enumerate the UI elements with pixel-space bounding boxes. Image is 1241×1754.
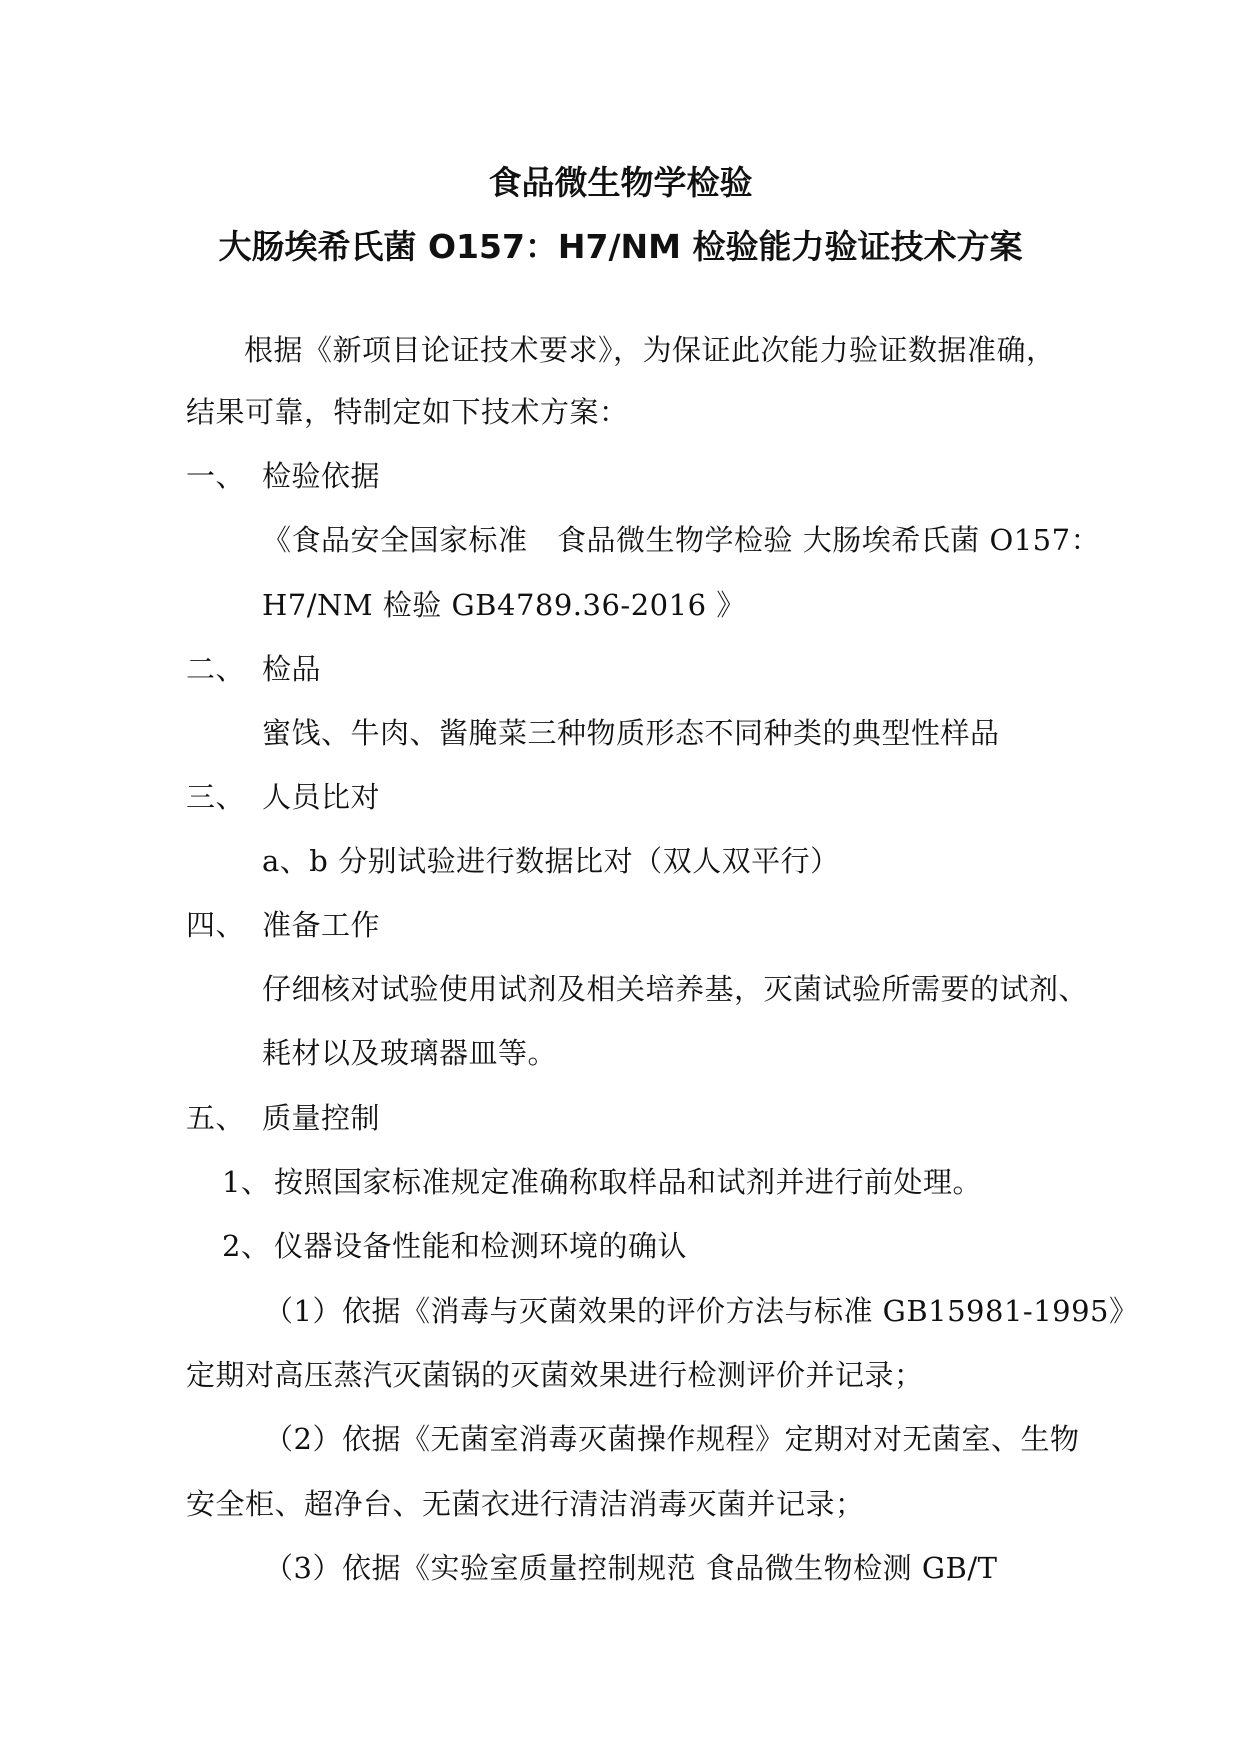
section-3-number: 三、	[186, 780, 246, 814]
section-2-heading: 检品	[262, 652, 322, 686]
section-1-number: 一、	[186, 459, 246, 493]
intro-paragraph-line-1: 根据《新项目论证技术要求》，为保证此次能力验证数据准确，	[244, 333, 1056, 367]
subitem-1-line-1: （1）依据《消毒与灭菌效果的评价方法与标准 GB15981-1995》	[264, 1294, 1139, 1328]
section-4-number: 四、	[186, 908, 246, 942]
intro-paragraph-line-2: 结果可靠，特制定如下技术方案：	[186, 395, 629, 429]
section-4-text-line-1: 仔细核对试验使用试剂及相关培养基，灭菌试验所需要的试剂、	[262, 972, 1089, 1006]
section-5-number: 五、	[186, 1101, 246, 1135]
section-5-item-1-text: 按照国家标准规定准确称取样品和试剂并进行前处理。	[274, 1165, 983, 1199]
section-1-text-line-2: H7/NM 检验 GB4789.36-2016 》	[262, 588, 746, 622]
section-3-text-line-1: a、b 分别试验进行数据比对（双人双平行）	[262, 844, 840, 878]
section-4-heading: 准备工作	[262, 908, 381, 942]
section-2-text-line-1: 蜜饯、牛肉、酱腌菜三种物质形态不同种类的典型性样品	[262, 716, 1000, 750]
subitem-2-line-2: 安全柜、超净台、无菌衣进行清洁消毒灭菌并记录；	[186, 1487, 865, 1521]
section-5-heading: 质量控制	[262, 1101, 381, 1135]
subitem-1-line-2: 定期对高压蒸汽灭菌锅的灭菌效果进行检测评价并记录；	[186, 1358, 924, 1392]
subitem-2-line-1: （2）依据《无菌室消毒灭菌操作规程》定期对对无菌室、生物	[264, 1422, 1080, 1456]
document-title-line-2: 大肠埃希氏菌 O157：H7/NM 检验能力验证技术方案	[218, 227, 1023, 266]
document-title-line-1: 食品微生物学检验	[488, 163, 753, 202]
section-5-item-2-text: 仪器设备性能和检测环境的确认	[274, 1229, 688, 1263]
section-5-item-2-number: 2、	[222, 1229, 271, 1263]
section-3-heading: 人员比对	[262, 780, 381, 814]
section-2-number: 二、	[186, 652, 246, 686]
section-5-item-1-number: 1、	[222, 1165, 271, 1199]
subitem-3-line-1: （3）依据《实验室质量控制规范 食品微生物检测 GB/T	[264, 1551, 998, 1585]
section-1-text-line-1: 《食品安全国家标准 食品微生物学检验 大肠埃希氏菌 O157：	[262, 523, 1101, 557]
section-4-text-line-2: 耗材以及玻璃器皿等。	[262, 1036, 558, 1070]
section-1-heading: 检验依据	[262, 459, 381, 493]
